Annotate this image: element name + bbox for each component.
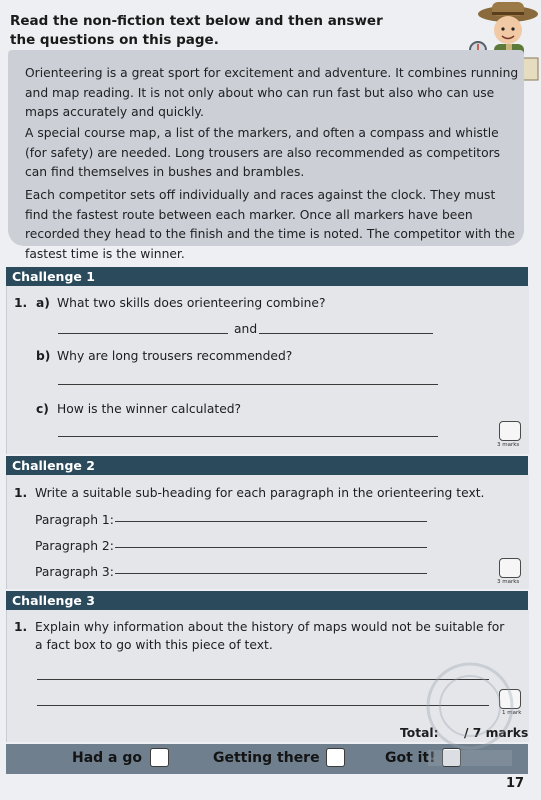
question-text-line-2: a fact box to go with this piece of text. bbox=[35, 638, 273, 652]
paragraph-2-label: Paragraph 2: bbox=[35, 539, 114, 553]
marks-label: 3 marks bbox=[497, 579, 520, 585]
page-number: 17 bbox=[506, 776, 525, 791]
had-a-go-checkbox[interactable] bbox=[150, 748, 169, 767]
paragraph-1-label: Paragraph 1: bbox=[35, 513, 114, 527]
question-a-text: What two skills does orienteering combine? bbox=[57, 296, 326, 310]
paragraph-2: A special course map, a list of the markers, and often a compass and whistle (for safety) are needed. Long trousers are also recommended as competitors can find themselves in bushes and brambles. bbox=[25, 126, 501, 179]
question-number: 1. bbox=[14, 296, 28, 310]
getting-there-checkbox[interactable] bbox=[326, 748, 345, 767]
paragraph-3: Each competitor sets off individually and races against the clock. They must find the fastest route between each marker. Once all markers have been recorded they head to the finish and the time is noted. The competitor with the fastest time is the winner. bbox=[25, 188, 515, 261]
answer-line-paragraph-3[interactable] bbox=[115, 573, 427, 574]
challenge-1-header: Challenge 1 bbox=[6, 267, 528, 286]
question-number: 1. bbox=[14, 486, 28, 500]
question-c-text: How is the winner calculated? bbox=[57, 402, 242, 416]
question-text-line-1: Explain why information about the history of maps would not be suitable for bbox=[35, 620, 505, 634]
challenge-3-header: Challenge 3 bbox=[6, 591, 528, 610]
and-label: and bbox=[234, 322, 258, 336]
total-label: Total: bbox=[400, 726, 439, 740]
watermark-stamp-icon bbox=[418, 654, 522, 774]
question-label-b: b) bbox=[36, 349, 51, 363]
question-number: 1. bbox=[14, 620, 28, 634]
had-a-go-label: Had a go bbox=[72, 750, 143, 766]
answer-line-a1[interactable] bbox=[58, 333, 228, 334]
challenge-1-panel bbox=[6, 286, 529, 454]
paragraph-1: Orienteering is a great sport for excitement and adventure. It combines running and map reading. It is not only about who can run fast but also who can use maps accurately and quickly. bbox=[25, 66, 519, 119]
marks-label: 3 marks bbox=[497, 442, 520, 448]
instructions: Read the non-fiction text below and then answer the questions on this page. bbox=[10, 13, 383, 48]
answer-line-paragraph-2[interactable] bbox=[115, 547, 427, 548]
total-marks: / 7 marks bbox=[464, 726, 529, 740]
question-text: Write a suitable sub-heading for each paragraph in the orienteering text. bbox=[35, 486, 485, 500]
question-label-c: c) bbox=[36, 402, 49, 416]
marks-box[interactable] bbox=[499, 421, 521, 441]
marks-label: 1 mark bbox=[502, 710, 522, 716]
answer-line-paragraph-1[interactable] bbox=[115, 521, 427, 522]
answer-line-c[interactable] bbox=[58, 436, 438, 437]
got-it-label: Got it! bbox=[385, 750, 436, 766]
answer-line-b[interactable] bbox=[58, 384, 438, 385]
challenge-2-header: Challenge 2 bbox=[6, 456, 528, 475]
answer-line-a2[interactable] bbox=[259, 333, 433, 334]
getting-there-label: Getting there bbox=[213, 750, 320, 766]
marks-box[interactable] bbox=[499, 558, 521, 578]
paragraph-3-label: Paragraph 3: bbox=[35, 565, 114, 579]
question-b-text: Why are long trousers recommended? bbox=[57, 349, 293, 363]
question-label-a: a) bbox=[36, 296, 50, 310]
